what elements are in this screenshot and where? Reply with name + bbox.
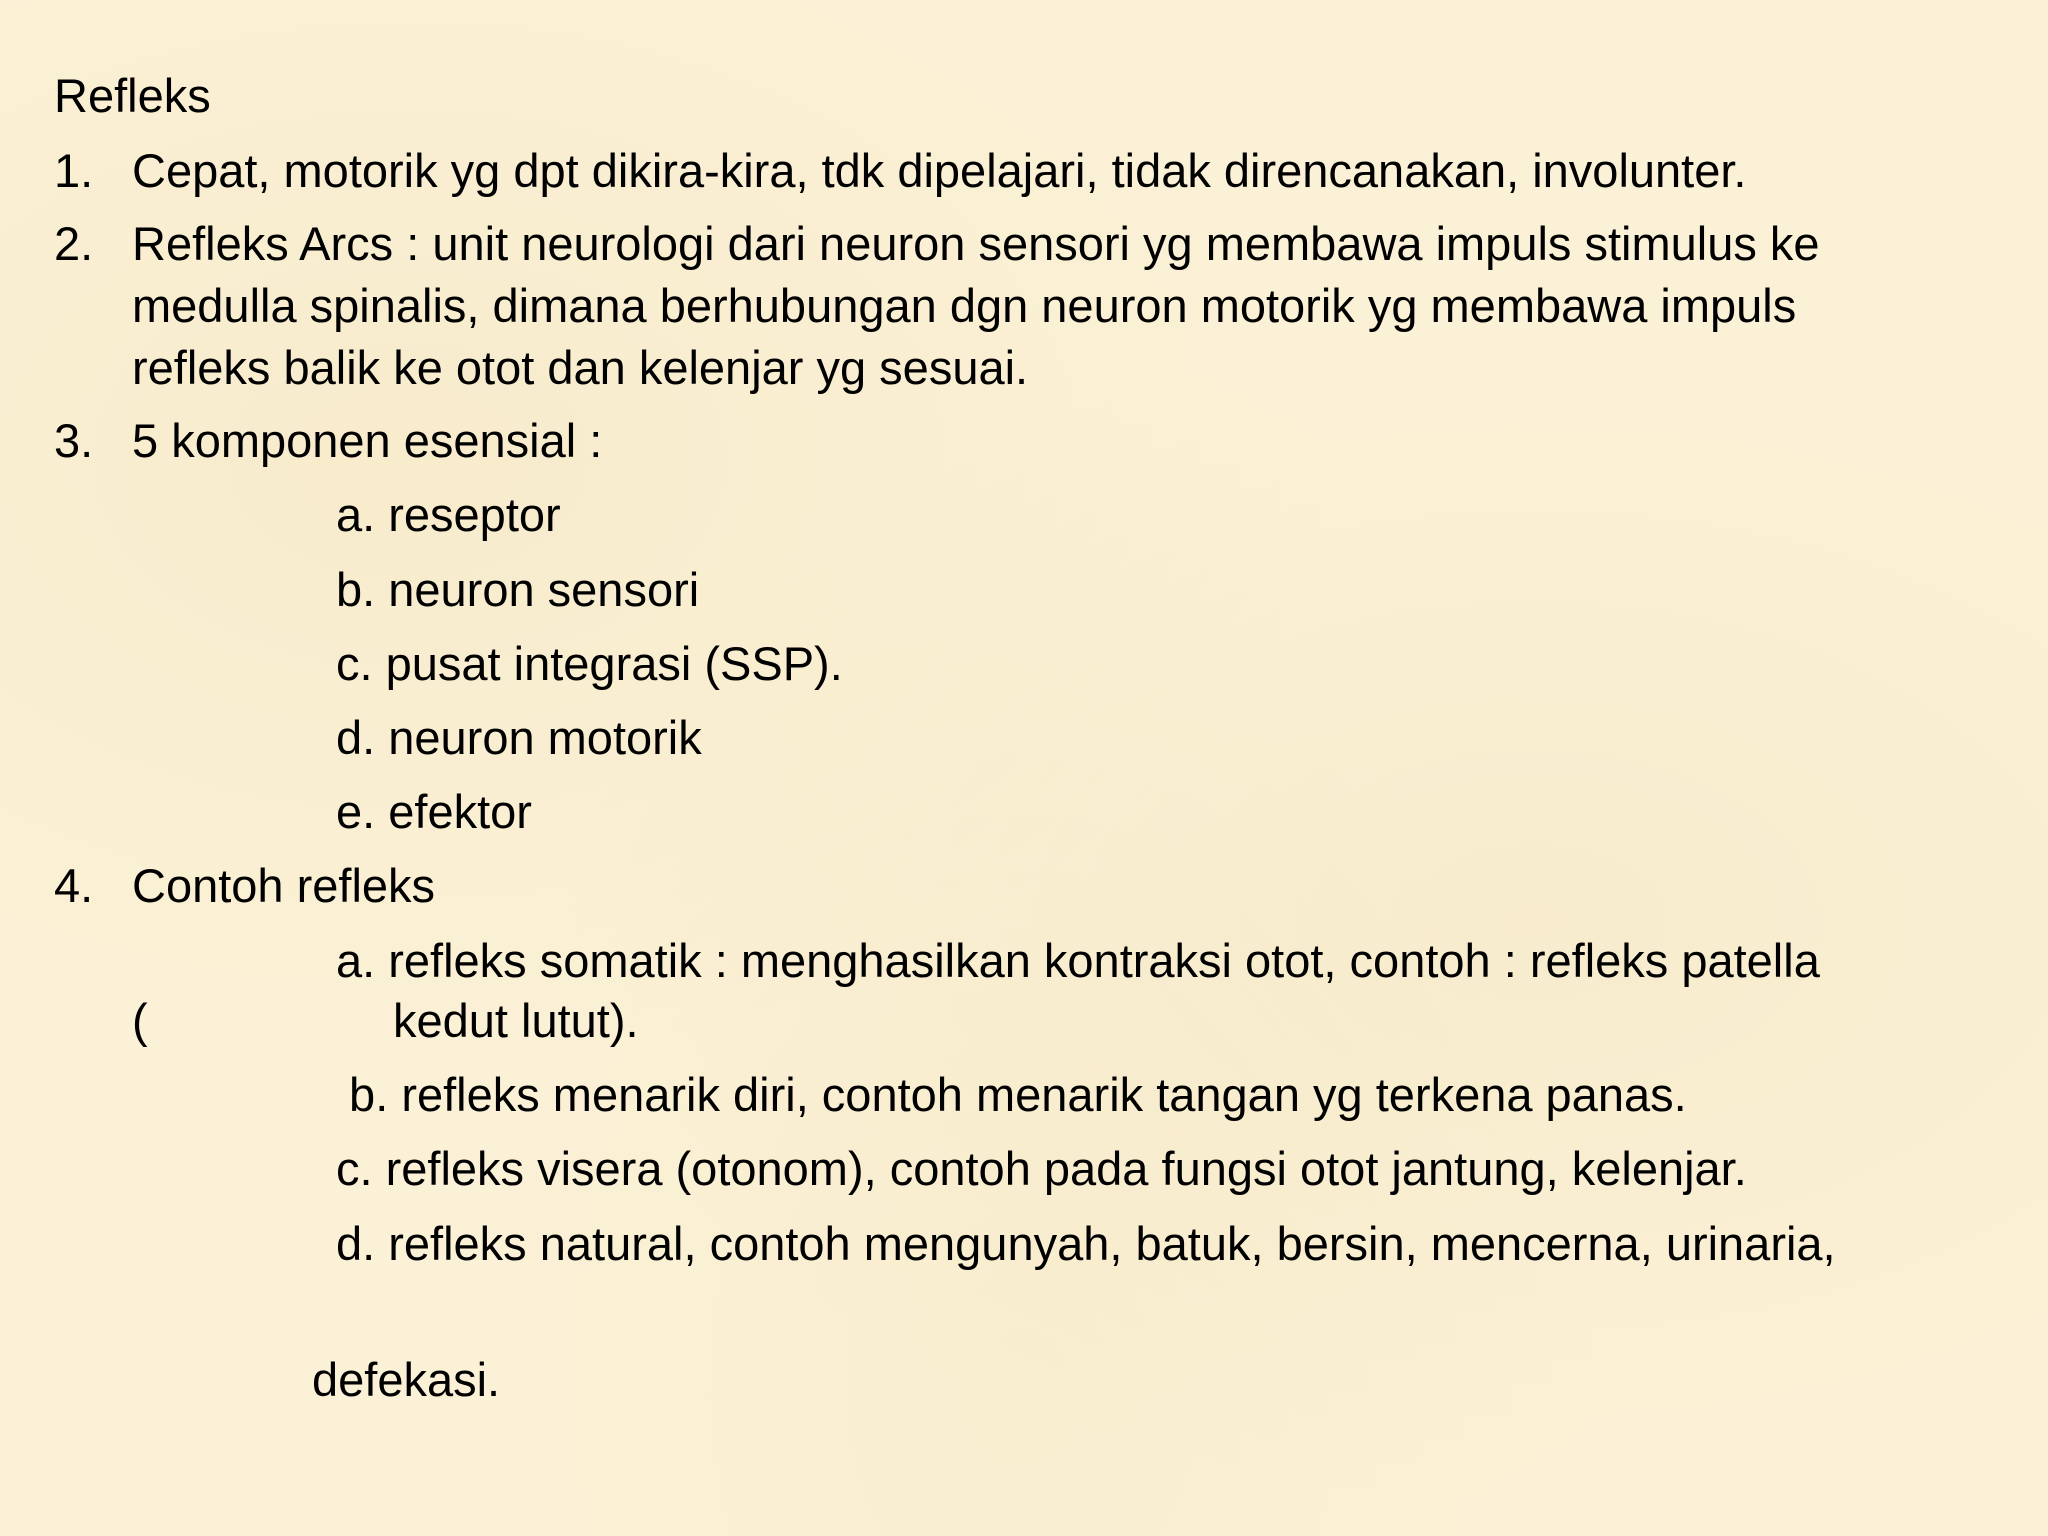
slide-title: Refleks bbox=[54, 69, 211, 122]
item-1-number: 1. bbox=[54, 144, 94, 197]
item-4-subitem-c: c. refleks visera (otonom), contoh pada fungsi otot jantung, kelenjar. bbox=[336, 1142, 1747, 1195]
item-4-subitem-a-continuation: kedut lutut). bbox=[393, 994, 639, 1047]
item-3-subitem-a: a. reseptor bbox=[336, 488, 561, 541]
item-4-subitem-d: d. refleks natural, contoh mengunyah, batuk, bersin, mencerna, urinaria, bbox=[336, 1217, 1836, 1270]
item-2-number: 2. bbox=[54, 217, 94, 270]
item-4-subitem-a: a. refleks somatik : menghasilkan kontraksi otot, contoh : refleks patella bbox=[336, 934, 1820, 987]
item-3-subitem-c: c. pusat integrasi (SSP). bbox=[336, 637, 843, 690]
item-4-open-paren: ( bbox=[132, 994, 148, 1047]
item-4-number: 4. bbox=[54, 859, 94, 912]
item-4-subitem-b: b. refleks menarik diri, contoh menarik tangan yg terkena panas. bbox=[336, 1068, 1687, 1121]
item-3-number: 3. bbox=[54, 414, 94, 467]
item-2-line-2: medulla spinalis, dimana berhubungan dgn neuron motorik yg membawa impuls bbox=[132, 279, 1797, 332]
item-4-text: Contoh refleks bbox=[132, 859, 436, 912]
item-3-subitem-d: d. neuron motorik bbox=[336, 711, 702, 764]
item-2-line-1: Refleks Arcs : unit neurologi dari neuron sensori yg membawa impuls stimulus ke bbox=[132, 217, 1820, 270]
item-1-text: Cepat, motorik yg dpt dikira-kira, tdk dipelajari, tidak direncanakan, involunter. bbox=[132, 144, 1747, 197]
item-2-line-3: refleks balik ke otot dan kelenjar yg sesuai. bbox=[132, 341, 1029, 394]
item-3-text: 5 komponen esensial : bbox=[132, 414, 603, 467]
item-4-subitem-d-continuation: defekasi. bbox=[312, 1353, 501, 1406]
item-3-subitem-b: b. neuron sensori bbox=[336, 563, 700, 616]
item-3-subitem-e: e. efektor bbox=[336, 785, 532, 838]
